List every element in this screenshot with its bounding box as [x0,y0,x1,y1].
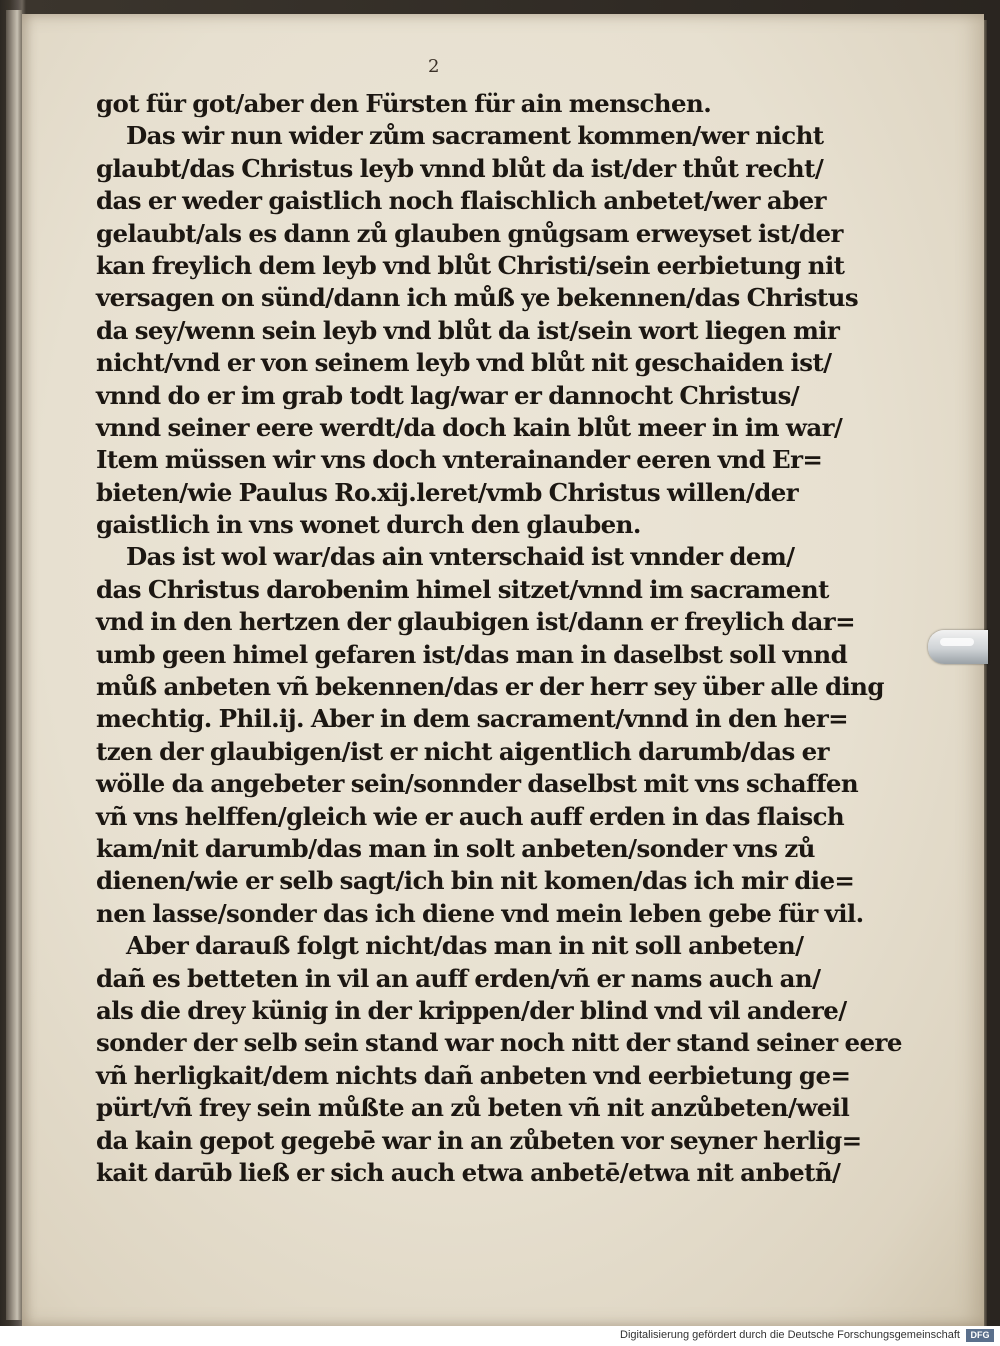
page-text [96,88,902,1189]
footer-credit: Digitalisierung gefördert durch die Deutsche Forschungsgemeinschaft [620,1329,960,1341]
text-line: kait darūb ließ er sich auch etwa anbetē/etwa nit anbetñ/ [96,1157,841,1187]
text-line: pürt/vñ frey sein můßte an zů beten vñ nit anzůbeten/weil [96,1093,850,1123]
text-line: vnnd do er im grab todt lag/war er dannocht Christus/ [96,380,800,410]
text-line: das Christus darobenim himel sitzet/vnnd im sacrament [96,574,829,604]
text-line: Das wir nun wider zům sacrament kommen/wer nicht [126,121,824,151]
text-line: gaistlich in vns wonet durch den glauben. [96,510,641,540]
text-line: bieten/wie Paulus Ro.xij.leret/vmb Christus willen/der [96,477,799,507]
text-line: kan freylich dem leyb vnd blůt Christi/sein eerbietung nit [96,250,845,280]
text-line: nicht/vnd er von seinem leyb vnd blůt nit geschaiden ist/ [96,348,832,378]
text-line: gelaubt/als es dann zů glauben gnůgsam erweyset ist/der [96,218,843,248]
text-line: da sey/wenn sein leyb vnd blůt da ist/sein wort liegen mir [96,315,840,345]
text-line: Aber darauß folgt nicht/das man in nit soll anbeten/ [126,931,804,961]
text-line: tzen der glaubigen/ist er nicht aigentlich darumb/das er [96,736,829,766]
text-line: Item müssen wir vns doch vnterainander eeren vnd Er= [96,445,823,475]
text-line: dienen/wie er selb sagt/ich bin nit komen/das ich mir die= [96,866,855,896]
text-line: da kain gepot gegebē war in an zůbeten vor seyner herlig= [96,1125,862,1155]
text-line: dañ es betteten in vil an auff erden/vñ er nams auch an/ [96,963,821,993]
text-line: umb geen himel gefaren ist/das man in daselbst soll vnnd [96,639,848,669]
dfg-logo: DFG [966,1329,994,1342]
text-line: glaubt/das Christus leyb vnnd blůt da ist/der thůt recht/ [96,153,824,183]
text-line: vnnd seiner eere werdt/da doch kain blůt meer in im war/ [96,412,843,442]
text-line: vnd in den hertzen der glaubigen ist/dann er freylich dar= [96,607,856,637]
text-line: als die drey künig in der krippen/der blind vnd vil andere/ [96,995,847,1025]
text-line: můß anbeten vñ bekennen/das er der herr sey über alle ding [96,672,884,702]
text-line: versagen on sünd/dann ich můß ye bekennen/das Christus [96,283,859,313]
facing-page-edge [6,10,22,1320]
text-line: kam/nit darumb/das man in solt anbeten/sonder vns zů [96,833,815,863]
text-line: sonder der selb sein stand war noch nitt der stand seiner eere [96,1028,902,1058]
footer-bar [0,1326,1000,1346]
page-tab-marker-icon [928,630,988,664]
page-number: 2 [428,56,440,77]
text-line: wölle da angebeter sein/sonnder daselbst mit vns schaffen [96,769,859,799]
text-line: got für got/aber den Fürsten für ain menschen. [96,89,712,118]
text-line: Das ist wol war/das ain vnterschaid ist vnnder dem/ [126,542,795,572]
text-line: vñ herligkait/dem nichts dañ anbeten vnd eerbietung ge= [96,1060,851,1090]
text-line: mechtig. Phil.ij. Aber in dem sacrament/vnnd in den her= [96,704,849,734]
text-line: vñ vns helffen/gleich wie er auch auff erden in das flaisch [96,801,845,831]
text-line: das er weder gaistlich noch flaischlich anbetet/wer aber [96,186,826,216]
text-line: nen lasse/sonder das ich diene vnd mein leben gebe für vil. [96,898,864,928]
